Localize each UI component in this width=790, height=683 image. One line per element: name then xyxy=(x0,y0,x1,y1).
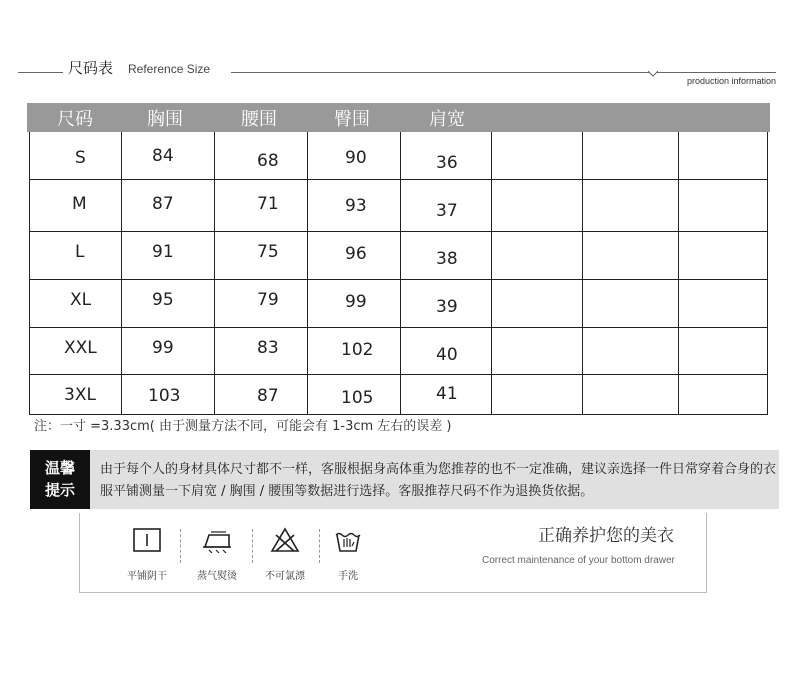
tip-badge xyxy=(30,450,90,509)
care-label: 平铺阴干 xyxy=(127,571,167,582)
steam-iron-icon xyxy=(199,527,235,553)
table-cell: 96 xyxy=(345,244,367,264)
section-title: 尺码表 xyxy=(68,59,114,77)
table-cell: 102 xyxy=(341,340,374,360)
table-cell: 39 xyxy=(436,297,458,317)
care-item-no-bleach xyxy=(253,527,317,582)
table-cell: 41 xyxy=(436,384,458,404)
table-header xyxy=(27,103,770,132)
table-cell: 37 xyxy=(436,201,458,221)
tip-box xyxy=(90,450,779,509)
table-cell: 95 xyxy=(152,290,174,310)
table-cell: 103 xyxy=(148,386,181,406)
table-cell: 83 xyxy=(257,338,279,358)
care-label: 蒸气熨烫 xyxy=(197,571,237,582)
care-panel xyxy=(79,513,707,593)
tip-text: 由于每个人的身材具体尺寸都不一样，客服根据身高体重为您推荐的也不一定准确，建议亲选择一件日常穿着合身的衣服平铺测量一下肩宽 / 胸围 / 腰围等数据进行选择。客服推荐尺码不作为退换货依据。 xyxy=(100,462,777,499)
table-cell: 99 xyxy=(152,338,174,358)
table-cell: 90 xyxy=(345,148,367,168)
header-notch-icon xyxy=(648,71,658,77)
table-cell: 38 xyxy=(436,249,458,269)
table-cell: 68 xyxy=(257,151,279,171)
table-cell: 93 xyxy=(345,196,367,216)
care-label: 不可氯漂 xyxy=(265,571,305,582)
table-cell: 105 xyxy=(341,388,374,408)
header-shoulder: 肩宽 xyxy=(429,109,465,130)
tip-badge-line1: 温馨 xyxy=(44,459,75,477)
header-hip: 臀围 xyxy=(334,109,370,130)
care-item-hand-wash xyxy=(316,527,380,582)
care-item-flat-dry xyxy=(115,527,179,582)
table-cell: 3XL xyxy=(64,385,96,405)
table-cell: 84 xyxy=(152,146,174,166)
care-title: 正确养护您的美衣 xyxy=(538,526,674,546)
care-item-steam-iron xyxy=(185,527,249,582)
production-info-label: production information xyxy=(686,76,776,86)
header-size: 尺码 xyxy=(57,109,93,130)
header-waist: 腰围 xyxy=(241,109,277,130)
no-bleach-icon xyxy=(270,527,300,553)
table-cell: M xyxy=(72,194,87,214)
table-cell: XXL xyxy=(64,338,97,358)
care-label: 手洗 xyxy=(338,571,358,582)
hand-wash-icon xyxy=(333,527,363,553)
tip-badge-line2: 提示 xyxy=(44,481,75,499)
care-subtitle: Correct maintenance of your bottom drawer xyxy=(482,555,675,566)
table-cell: 87 xyxy=(257,386,279,406)
header-chest: 胸围 xyxy=(147,109,183,130)
flat-dry-icon xyxy=(132,527,162,553)
table-cell: 91 xyxy=(152,242,174,262)
header-rule-right xyxy=(231,72,776,73)
table-cell: 75 xyxy=(257,242,279,262)
header-rule-left xyxy=(18,72,63,73)
table-grid xyxy=(29,132,768,415)
section-subtitle: Reference Size xyxy=(128,62,211,76)
table-cell: L xyxy=(75,242,85,262)
table-cell: 40 xyxy=(436,345,458,365)
table-cell: 87 xyxy=(152,194,174,214)
table-cell: 36 xyxy=(436,153,458,173)
table-cell: 71 xyxy=(257,194,279,214)
table-cell: 99 xyxy=(345,292,367,312)
table-cell: S xyxy=(75,148,86,168)
care-divider xyxy=(180,529,181,563)
measurement-note: 注：一寸 =3.33cm( 由于测量方法不同，可能会有 1-3cm 左右的误差 ) xyxy=(34,419,452,434)
table-cell: 79 xyxy=(257,290,279,310)
table-cell: XL xyxy=(70,290,92,310)
